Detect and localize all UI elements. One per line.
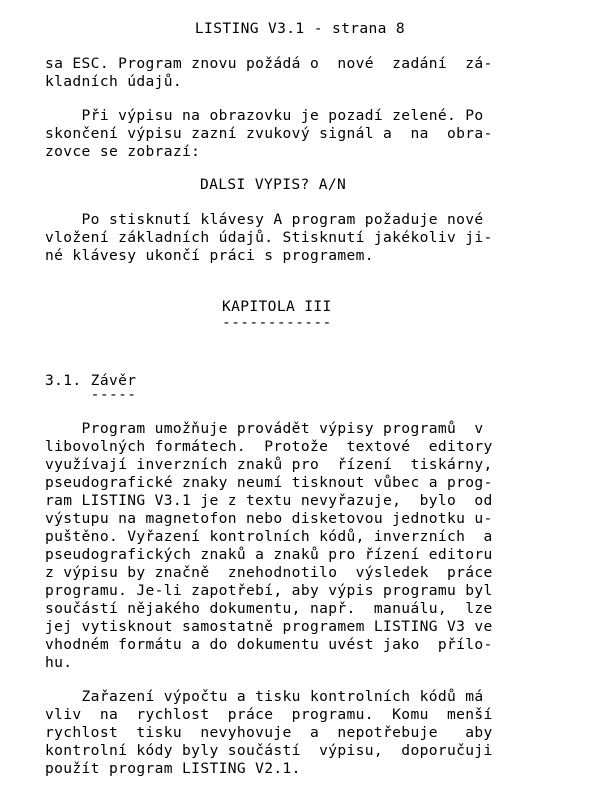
text-line: výstupu na magnetofon nebo disketovou jednotku u- — [45, 510, 493, 527]
text-line: kladních údajů. — [45, 73, 183, 90]
text-line: sa ESC. Program znovu požádá o nové zadání zá- — [45, 55, 493, 72]
text-line: Zařazení výpočtu a tisku kontrolních kódů má — [45, 688, 484, 705]
text-line: puštěno. Vyřazení kontrolních kódů, inverzních a — [45, 528, 493, 545]
text-line: skončení výpisu zazní zvukový signál a na obra- — [45, 125, 493, 142]
text-line: Po stisknutí klávesy A program požaduje nové — [45, 211, 484, 228]
page-header: LISTING V3.1 - strana 8 — [194, 20, 406, 37]
text-line: ram LISTING V3.1 je z textu nevyřazuje, bylo od — [45, 492, 493, 509]
text-line: libovolných formátech. Protože textové editory — [45, 438, 493, 455]
section-underline: ----- — [45, 386, 137, 403]
chapter-underline: ------------ — [222, 314, 332, 331]
text-line: pseudografických znaků a znaků pro řízení editoru — [45, 546, 493, 563]
text-line: Program umožňuje provádět výpisy programů v — [45, 420, 484, 437]
text-line: z výpisu by značně znehodnotilo výsledek práce — [45, 564, 493, 581]
text-line: Při výpisu na obrazovku je pozadí zelené. Po — [45, 107, 484, 124]
text-line: hu. — [45, 654, 73, 671]
text-line: né klávesy ukončí práci s programem. — [45, 247, 374, 264]
text-line: použít program LISTING V2.1. — [45, 760, 301, 777]
chapter-title: KAPITOLA III — [222, 298, 332, 315]
text-line: programu. Je-li zapotřebí, aby výpis programu byl — [45, 582, 493, 599]
prompt-text: DALSI VYPIS? A/N — [200, 176, 347, 193]
text-line: jej vytisknout samostatně programem LISTING V3 ve — [45, 618, 493, 635]
text-line: kontrolní kódy byly součástí výpisu, doporučuji — [45, 742, 493, 759]
text-line: zovce se zobrazí: — [45, 143, 201, 160]
text-line: vhodném formátu a do dokumentu uvést jako přílo- — [45, 636, 493, 653]
text-line: využívají inverzních znaků pro řízení tiskárny, — [45, 456, 493, 473]
text-line: rychlost tisku nevyhovuje a nepotřebuje aby — [45, 724, 493, 741]
text-line: vložení základních údajů. Stisknutí jakékoliv ji- — [45, 229, 493, 246]
text-line: vliv na rychlost práce programu. Komu menší — [45, 706, 493, 723]
text-line: součástí nějakého dokumentu, např. manuálu, lze — [45, 600, 493, 617]
section-title: 3.1. Závěr — [45, 372, 137, 389]
text-line: pseudografické znaky neumí tisknout vůbec a prog- — [45, 474, 493, 491]
